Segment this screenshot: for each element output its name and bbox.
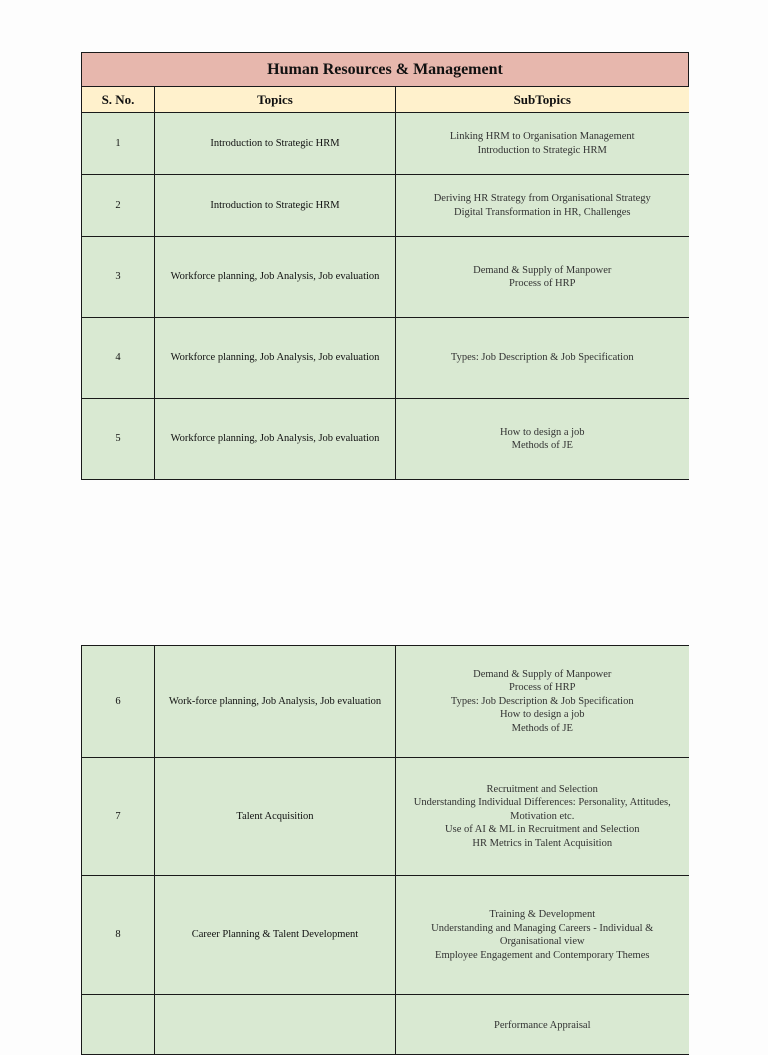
subtopic-line: Performance Appraisal <box>493 1020 591 1031</box>
subtopic-line: HR Metrics in Talent Acquisition <box>472 837 613 849</box>
subtopics-cell <box>396 237 689 318</box>
table-row <box>82 318 689 399</box>
subtopic-line: How to design a job <box>499 709 585 721</box>
subtopic-line: Types: Job Description & Job Specification <box>450 352 634 364</box>
syllabus-table-page-2 <box>81 645 689 1055</box>
serial-number-cell: 3 <box>82 237 155 318</box>
table-row <box>82 237 689 318</box>
header-sno: S. No. <box>82 87 155 113</box>
table-row <box>82 646 689 758</box>
subtopic-line: How to design a job <box>499 426 585 438</box>
subtopic-line: Linking HRM to Organisation Management <box>449 131 635 142</box>
subtopic-line: Digital Transformation in HR, Challenges <box>454 206 631 218</box>
subtopic-line: Understanding and Managing Careers - Individual & Organisational view <box>431 922 654 947</box>
topic-cell: Career Planning & Talent Development <box>155 876 396 995</box>
header-topics: Topics <box>155 87 396 113</box>
subtopic-line: Deriving HR Strategy from Organisational Strategy <box>433 193 651 204</box>
serial-number-cell: 1 <box>82 113 155 175</box>
subtopics-cell <box>396 646 689 758</box>
subtopic-line: Process of HRP <box>508 278 576 289</box>
topic-cell: Workforce planning, Job Analysis, Job evaluation <box>155 318 396 399</box>
serial-number-cell: 8 <box>82 876 155 995</box>
subtopics-cell <box>396 175 689 237</box>
table-header-row <box>82 87 689 113</box>
topic-cell: Introduction to Strategic HRM <box>155 175 396 237</box>
serial-number-cell: 6 <box>82 646 155 758</box>
subtopics-cell <box>396 318 689 399</box>
serial-number-cell: 7 <box>82 758 155 876</box>
header-subtopics: SubTopics <box>396 87 689 113</box>
serial-number-cell: 5 <box>82 399 155 480</box>
subtopic-line: Demand & Supply of Manpower <box>473 264 612 276</box>
table-row <box>82 399 689 480</box>
subtopic-line: Employee Engagement and Contemporary Themes <box>435 949 650 961</box>
topic-cell: Workforce planning, Job Analysis, Job evaluation <box>155 399 396 480</box>
topic-cell <box>155 995 396 1055</box>
serial-number-cell <box>82 995 155 1055</box>
subtopics-cell <box>396 758 689 876</box>
subtopic-line: Process of HRP <box>508 682 576 694</box>
table-row <box>82 113 689 175</box>
subtopic-line: Types: Job Description & Job Specification <box>450 695 634 707</box>
table-title-row <box>82 53 689 87</box>
subtopics-cell <box>396 399 689 480</box>
table-row <box>82 876 689 995</box>
subtopic-line: Methods of JE <box>511 722 573 734</box>
subtopic-line: Methods of JE <box>511 440 573 451</box>
subtopic-line: Demand & Supply of Manpower <box>473 668 612 680</box>
subtopic-line: Introduction to Strategic HRM <box>477 144 607 156</box>
subtopics-cell <box>396 113 689 175</box>
subtopic-line: Recruitment and Selection <box>486 783 598 795</box>
serial-number-cell: 2 <box>82 175 155 237</box>
table-row <box>82 758 689 876</box>
topic-cell: Introduction to Strategic HRM <box>155 113 396 175</box>
table-row <box>82 175 689 237</box>
syllabus-table-page-1 <box>81 52 689 480</box>
topic-cell: Talent Acquisition <box>155 758 396 876</box>
table-row <box>82 995 689 1055</box>
topic-cell: Workforce planning, Job Analysis, Job evaluation <box>155 237 396 318</box>
subtopic-line: Understanding Individual Differences: Personality, Attitudes, Motivation etc. <box>413 797 671 822</box>
subtopic-line: Use of AI & ML in Recruitment and Selection <box>445 824 640 836</box>
serial-number-cell: 4 <box>82 318 155 399</box>
subtopics-cell <box>396 995 689 1055</box>
subtopics-cell <box>396 876 689 995</box>
subtopic-line: Training & Development <box>489 909 596 920</box>
topic-cell: Work-force planning, Job Analysis, Job evaluation <box>155 646 396 758</box>
table-title: Human Resources & Management <box>82 53 689 87</box>
